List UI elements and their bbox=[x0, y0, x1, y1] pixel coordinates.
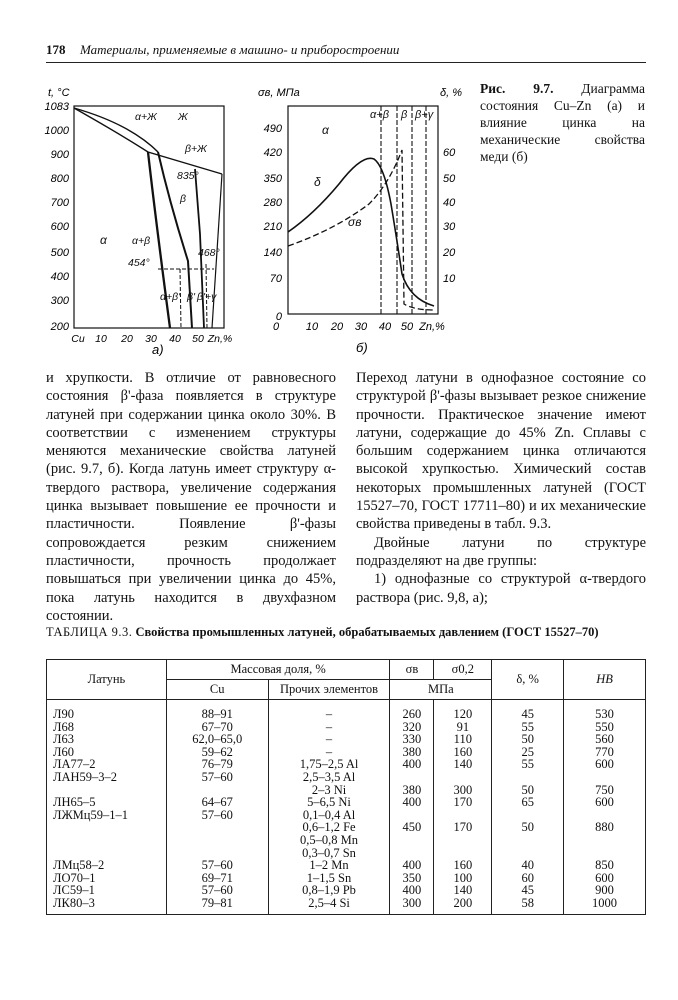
running-header bbox=[46, 38, 646, 63]
y-tick: 500 bbox=[50, 247, 69, 259]
hb-cell: 530 550 560 770 600 750 bbox=[564, 700, 646, 797]
delta-cell: 40 60 45 58 bbox=[492, 859, 564, 914]
properties-figure bbox=[244, 84, 474, 356]
x-tick: 40 bbox=[169, 333, 181, 345]
paragraph: Двойные латуни по структуре подразделяют на две группы: bbox=[356, 534, 646, 569]
figure-caption bbox=[480, 80, 645, 165]
alloy-cell: ЛН65–5 ЛЖМц59–1–1 bbox=[47, 796, 167, 859]
header-hb: НВ bbox=[564, 660, 646, 700]
phase-label: α+β' bbox=[160, 291, 181, 303]
y-tick: 490 bbox=[263, 123, 282, 135]
table-caption: Свойства промышленных латуней, обрабатываемых давлением (ГОСТ 15527–70) bbox=[135, 625, 599, 639]
table-label: ТАБЛИЦА 9.3. bbox=[46, 625, 133, 639]
y2-axis-label: δ, % bbox=[440, 87, 463, 99]
phase-label: β bbox=[401, 109, 408, 121]
x-tick: 50 bbox=[400, 321, 414, 333]
alloy-cell: ЛМц58–2 ЛО70–1 ЛС59–1 ЛК80–3 bbox=[47, 859, 167, 914]
paragraph: 1) однофазные со структурой α-твердого раствора (рис. 9,8, а); bbox=[356, 571, 646, 606]
x-tick: Zn,% bbox=[419, 321, 445, 333]
y-axis-label: t, °C bbox=[48, 87, 70, 99]
x-tick: 30 bbox=[354, 321, 368, 333]
delta-cell: 65 50 bbox=[492, 796, 564, 859]
y-tick: 280 bbox=[263, 197, 282, 209]
curve-label: σв bbox=[348, 215, 362, 229]
temp-label: 835° bbox=[177, 170, 199, 182]
y2-tick: 60 bbox=[443, 147, 456, 159]
cu-cell: 57–60 69–71 57–60 79–81 bbox=[166, 859, 268, 914]
subfigure-label: б) bbox=[356, 340, 368, 355]
header-cu: Cu bbox=[166, 680, 268, 700]
y-tick: 600 bbox=[50, 221, 69, 233]
header-other: Прочих элементов bbox=[268, 680, 390, 700]
x-tick: 20 bbox=[121, 333, 133, 345]
cu-cell: 88–91 67–70 62,0–65,0 59–62 76–79 57–60 bbox=[166, 700, 268, 797]
header-delta: δ, % bbox=[492, 660, 564, 700]
sigma-02-cell: 170 170 bbox=[434, 796, 492, 859]
y-tick: 400 bbox=[50, 271, 69, 283]
plot-frame bbox=[288, 106, 438, 314]
temp-label: 454° bbox=[128, 257, 150, 269]
y-tick: 0 bbox=[275, 311, 282, 323]
y2-tick: 30 bbox=[443, 221, 456, 233]
delta-cell: 45 55 50 25 55 50 bbox=[492, 700, 564, 797]
y-tick: 70 bbox=[269, 273, 282, 285]
phase-label: β+γ bbox=[415, 109, 434, 121]
right-column bbox=[356, 369, 646, 607]
other-elements-cell: 1–2 Mn 1–1,5 Sn 0,8–1,9 Pb 2,5–4 Si bbox=[268, 859, 390, 914]
phase-label: α bbox=[322, 123, 329, 137]
y-tick: 1000 bbox=[44, 125, 69, 137]
header-sigma-b: σв bbox=[390, 660, 434, 680]
beta-prime-line bbox=[180, 269, 181, 328]
caption-text: Диаграмма состояния Cu–Zn (а) и влияние цинка на механические свойства меди (б) bbox=[480, 81, 645, 164]
y2-tick: 50 bbox=[443, 173, 456, 185]
phase-label: α bbox=[100, 233, 107, 247]
y-tick: 140 bbox=[263, 247, 282, 259]
table-body bbox=[47, 700, 646, 915]
sigma-02-cell: 160 100 140 200 bbox=[434, 859, 492, 914]
hb-cell: 600 880 bbox=[564, 796, 646, 859]
left-column bbox=[46, 369, 336, 625]
phase-label: β+Ж bbox=[185, 143, 207, 155]
y-tick: 420 bbox=[263, 147, 282, 159]
y2-tick: 20 bbox=[443, 247, 456, 259]
y-tick: 800 bbox=[50, 173, 69, 185]
y-tick: 700 bbox=[50, 197, 69, 209]
sigma-b-cell: 260 320 330 380 400 380 bbox=[390, 700, 434, 797]
phase-label: β' bbox=[187, 291, 196, 303]
phase-label: α+Ж bbox=[135, 111, 157, 123]
y-tick: 300 bbox=[50, 295, 69, 307]
x-tick: 40 bbox=[378, 321, 392, 333]
y2-tick: 10 bbox=[443, 273, 456, 285]
table-row bbox=[47, 796, 646, 859]
phase-label: β bbox=[180, 193, 186, 205]
sigma-02-cell: 120 91 110 160 140 300 bbox=[434, 700, 492, 797]
phase-diagram-figure bbox=[40, 84, 240, 356]
y-tick: 1083 bbox=[44, 101, 69, 113]
header-sigma-02: σ0,2 bbox=[434, 660, 492, 680]
table-title bbox=[46, 625, 646, 640]
page-number: 178 bbox=[46, 42, 66, 57]
phase-label: α+β bbox=[132, 235, 151, 247]
y-tick: 900 bbox=[50, 149, 69, 161]
x-tick: 30 bbox=[145, 333, 157, 345]
caption-label: Рис. 9.7. bbox=[480, 81, 554, 96]
subfigure-label: а) bbox=[152, 342, 164, 356]
temp-label: 468° bbox=[198, 247, 220, 259]
table-row bbox=[47, 700, 646, 797]
table-row bbox=[47, 859, 646, 914]
phase-label: α+β bbox=[370, 109, 389, 121]
alloy-cell: Л90 Л68 Л63 Л60 ЛА77–2 ЛАН59–3–2 bbox=[47, 700, 167, 797]
x-tick: 20 bbox=[330, 321, 344, 333]
y-axis-label: σв, МПа bbox=[258, 87, 300, 99]
y-tick: 200 bbox=[50, 321, 69, 333]
sigma-b-cell: 400 350 400 300 bbox=[390, 859, 434, 914]
header-alloy: Латунь bbox=[47, 660, 167, 700]
x-tick: 0 bbox=[272, 321, 280, 333]
x-tick: 50 bbox=[192, 333, 204, 345]
hb-cell: 850 600 900 1000 bbox=[564, 859, 646, 914]
properties-table bbox=[46, 659, 646, 915]
cu-cell: 64–67 57–60 bbox=[166, 796, 268, 859]
phase-label: β'+γ bbox=[197, 291, 217, 303]
x-tick: 10 bbox=[95, 333, 107, 345]
y-tick: 350 bbox=[263, 173, 282, 185]
sigma-b-cell: 400 450 bbox=[390, 796, 434, 859]
header-mpa: МПа bbox=[390, 680, 492, 700]
running-title: Материалы, применяемые в машино- и приборостроении bbox=[80, 42, 400, 57]
y-tick: 210 bbox=[263, 221, 282, 233]
other-elements-cell: 5–6,5 Ni 0,1–0,4 Al 0,6–1,2 Fe 0,5–0,8 Mn 0,3–0,7 Sn bbox=[268, 796, 390, 859]
x-tick: Zn,% bbox=[207, 333, 233, 345]
phase-label: Ж bbox=[178, 111, 188, 123]
other-elements-cell: – – – – 1,75–2,5 Al 2,5–3,5 Al 2–3 Ni bbox=[268, 700, 390, 797]
x-tick: 10 bbox=[305, 321, 319, 333]
curve-label: δ bbox=[314, 175, 321, 189]
x-tick: Cu bbox=[71, 333, 85, 345]
paragraph: и хрупкости. В отличие от равновесного состояния β'-фаза появляется в структуре латуней при содержании цинка около 30%. В соответствии с изменением структуры меняются механические свойства латуней (рис. 9.7, б). Когда латунь имеет структуру α-твердого раствора, увеличение содержания цинка вызывает повышение ее прочности и пластичности. Появление β'-фазы сопровождается резким снижением пластичности, прочность продолжает повышаться при увеличении цинка до 45%, пока латунь находится в двухфазном состоянии. bbox=[46, 370, 336, 624]
header-mass-fraction: Массовая доля, % bbox=[166, 660, 390, 680]
paragraph: Переход латуни в однофазное состояние со структурой β'-фазы вызывает резкое снижение прочности. Практическое значение имеют латуни, содержащие до 45% Zn. Сплавы с большим содержанием цинка отличаются высокой хрупкостью. Химический состав некоторых промышленных латуней (ГОСТ 15527–70, ГОСТ 17711–80) и их механические свойства приведены в табл. 9.3. bbox=[356, 370, 646, 533]
y2-tick: 40 bbox=[443, 197, 456, 209]
